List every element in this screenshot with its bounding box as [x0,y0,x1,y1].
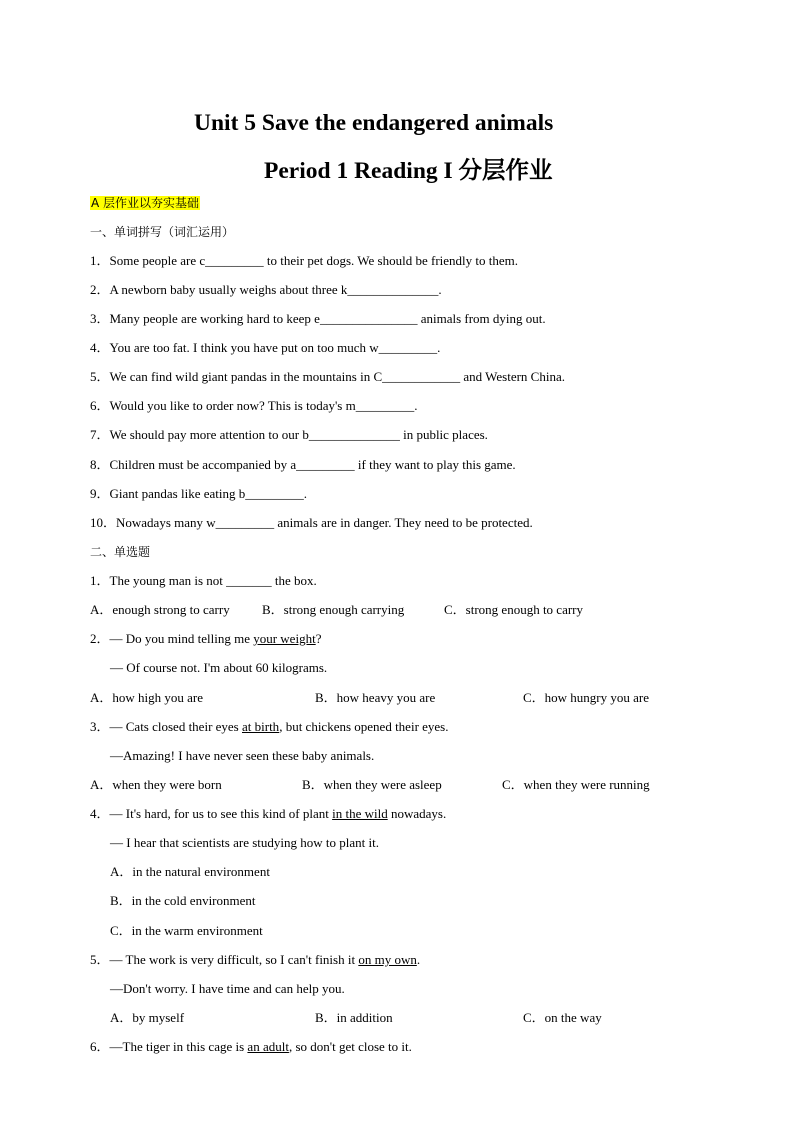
question-5-underlined: on my own [358,952,417,967]
question-2-stem [90,630,321,648]
section1-heading: 一、单词拼写（词汇运用） [90,225,235,239]
question-4-underlined: in the wild [332,806,388,821]
question-3-reply: —Amazing! I have never seen these baby animals. [110,748,375,763]
spelling-item-4: 4．You are too fat. I think you have put on too much w_________. [90,340,441,355]
question-2-option-b: B．how heavy you are [315,690,436,705]
question-3-option-b: B．when they were asleep [302,777,442,792]
question-4-option-b: B．in the cold environment [110,893,256,908]
spelling-item-7: 7．We should pay more attention to our b______________ in public places. [90,427,488,442]
question-3-stem-pre: 3．— Cats closed their eyes [90,719,242,734]
question-4-option-a: A．in the natural environment [110,864,270,879]
page-title: Unit 5 Save the endangered animals [194,110,554,136]
question-3-stem [90,718,449,736]
question-3-stem-post: , but chickens opened their eyes. [279,719,449,734]
question-4-stem-pre: 4．— It's hard, for us to see this kind of plant [90,806,333,821]
spelling-item-5: 5．We can find wild giant pandas in the mountains in C____________ and Western China. [90,369,565,384]
question-4-stem-post: nowadays. [387,806,447,821]
question-3-option-a: A．when they were born [90,777,222,792]
spelling-item-6: 6．Would you like to order now? This is today's m_________. [90,398,418,413]
spelling-item-9: 9．Giant pandas like eating b_________. [90,486,307,501]
question-2-reply: — Of course not. I'm about 60 kilograms. [110,660,328,675]
question-5-stem-post: . [416,952,421,967]
spelling-item-1: 1．Some people are c_________ to their pet dogs. We should be friendly to them. [90,253,518,268]
question-2-option-a: A．how high you are [90,690,204,705]
section2-heading: 二、单选题 [90,545,151,559]
question-4-reply: — I hear that scientists are studying how to plant it. [110,835,379,850]
question-6-underlined: an adult [247,1039,289,1054]
question-5-stem [90,951,420,969]
question-1-option-b: B．strong enough carrying [262,602,405,617]
question-6-stem-post: , so don't get close to it. [288,1039,412,1054]
question-1-stem: 1．The young man is not _______ the box. [90,573,317,588]
level-label-row [90,194,200,212]
page-subtitle: Period 1 Reading I 分层作业 [264,158,553,184]
spelling-item-3: 3．Many people are working hard to keep e_______________ animals from dying out. [90,311,546,326]
question-3-underlined: at birth [242,719,280,734]
question-2-stem-pre: 2．— Do you mind telling me [90,631,254,646]
question-5-stem-pre: 5．— The work is very difficult, so I can't finish it [90,952,359,967]
question-1-option-a: A．enough strong to carry [90,602,230,617]
spelling-item-8: 8．Children must be accompanied by a_________ if they want to play this game. [90,457,516,472]
question-5-option-a: A．by myself [110,1010,185,1025]
question-2-underlined: your weight [253,631,316,646]
question-2-stem-post: ? [315,631,322,646]
question-5-reply: —Don't worry. I have time and can help you. [110,981,345,996]
level-label: A 层作业以夯实基础 [91,196,200,210]
question-3-option-c: C．when they were running [502,777,650,792]
question-6-stem [90,1038,412,1056]
question-5-option-c: C．on the way [523,1010,602,1025]
question-4-stem [90,805,446,823]
question-5-option-b: B．in addition [315,1010,393,1025]
question-1-option-c: C．strong enough to carry [444,602,584,617]
question-2-option-c: C．how hungry you are [523,690,650,705]
spelling-item-2: 2．A newborn baby usually weighs about three k______________. [90,282,442,297]
question-6-stem-pre: 6．—The tiger in this cage is [90,1039,248,1054]
question-4-option-c: C．in the warm environment [110,923,263,938]
spelling-item-10: 10．Nowadays many w_________ animals are in danger. They need to be protected. [90,515,533,530]
